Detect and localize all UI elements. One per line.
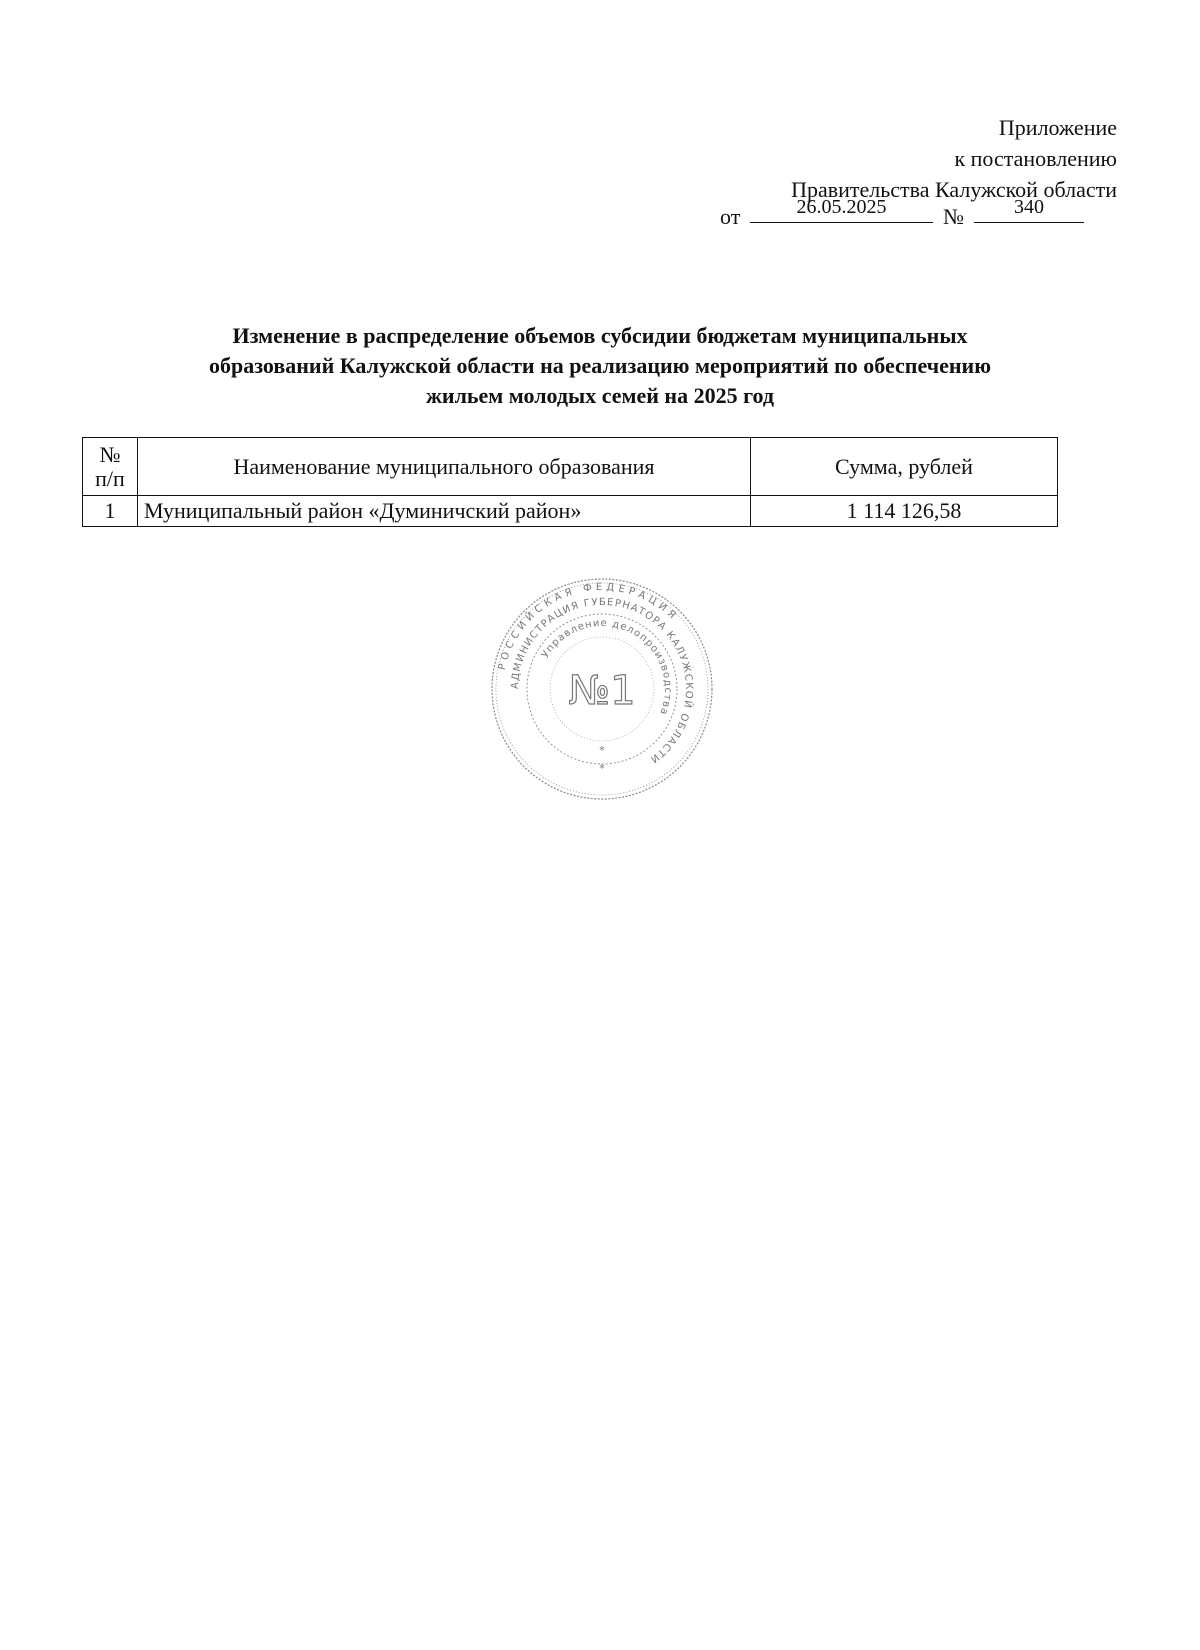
document-title <box>80 321 1120 411</box>
official-seal <box>489 576 715 802</box>
distribution-table <box>82 437 1058 527</box>
appendix-subtitle: к постановлению <box>954 146 1117 171</box>
seal-outer-text: РОССИЙСКАЯ ФЕДЕРАЦИЯ <box>496 581 681 672</box>
seal-star-icon: * <box>599 762 605 775</box>
row-number: 1 <box>83 496 138 527</box>
number-prefix: № <box>943 204 964 229</box>
appendix-issuer: Правительства Калужской области <box>791 177 1117 202</box>
date-prefix: от <box>720 204 741 229</box>
seal-ring-text: АДМИНИСТРАЦИЯ ГУБЕРНАТОРА КАЛУЖСКОЙ ОБЛАСТИ <box>509 596 695 766</box>
header-number-sign: № <box>99 441 121 467</box>
title-line: образований Калужской области на реализацию мероприятий по обеспечению <box>208 353 992 378</box>
title-line: жильем молодых семей на 2025 год <box>425 383 775 408</box>
resolution-reference <box>720 196 1120 228</box>
appendix-header <box>791 112 1117 205</box>
seal-center-number: №1 <box>568 668 636 714</box>
header-number <box>83 438 138 496</box>
row-sum: 1 114 126,58 <box>751 496 1058 527</box>
resolution-number: 340 <box>974 196 1084 223</box>
seal-inner-text: Управление делопроизводства <box>539 617 674 717</box>
row-municipality: Муниципальный район «Думиничский район» <box>138 496 751 527</box>
table-header-row <box>83 438 1058 496</box>
table-row <box>83 496 1058 527</box>
appendix-label: Приложение <box>998 115 1117 140</box>
header-sum: Сумма, рублей <box>751 438 1058 496</box>
header-number-abbr: п/п <box>95 465 125 491</box>
title-line: Изменение в распределение объемов субсидии бюджетам муниципальных <box>232 323 968 348</box>
seal-star-icon: * <box>599 744 605 757</box>
resolution-date: 26.05.2025 <box>750 196 933 223</box>
header-municipality: Наименование муниципального образования <box>138 438 751 496</box>
